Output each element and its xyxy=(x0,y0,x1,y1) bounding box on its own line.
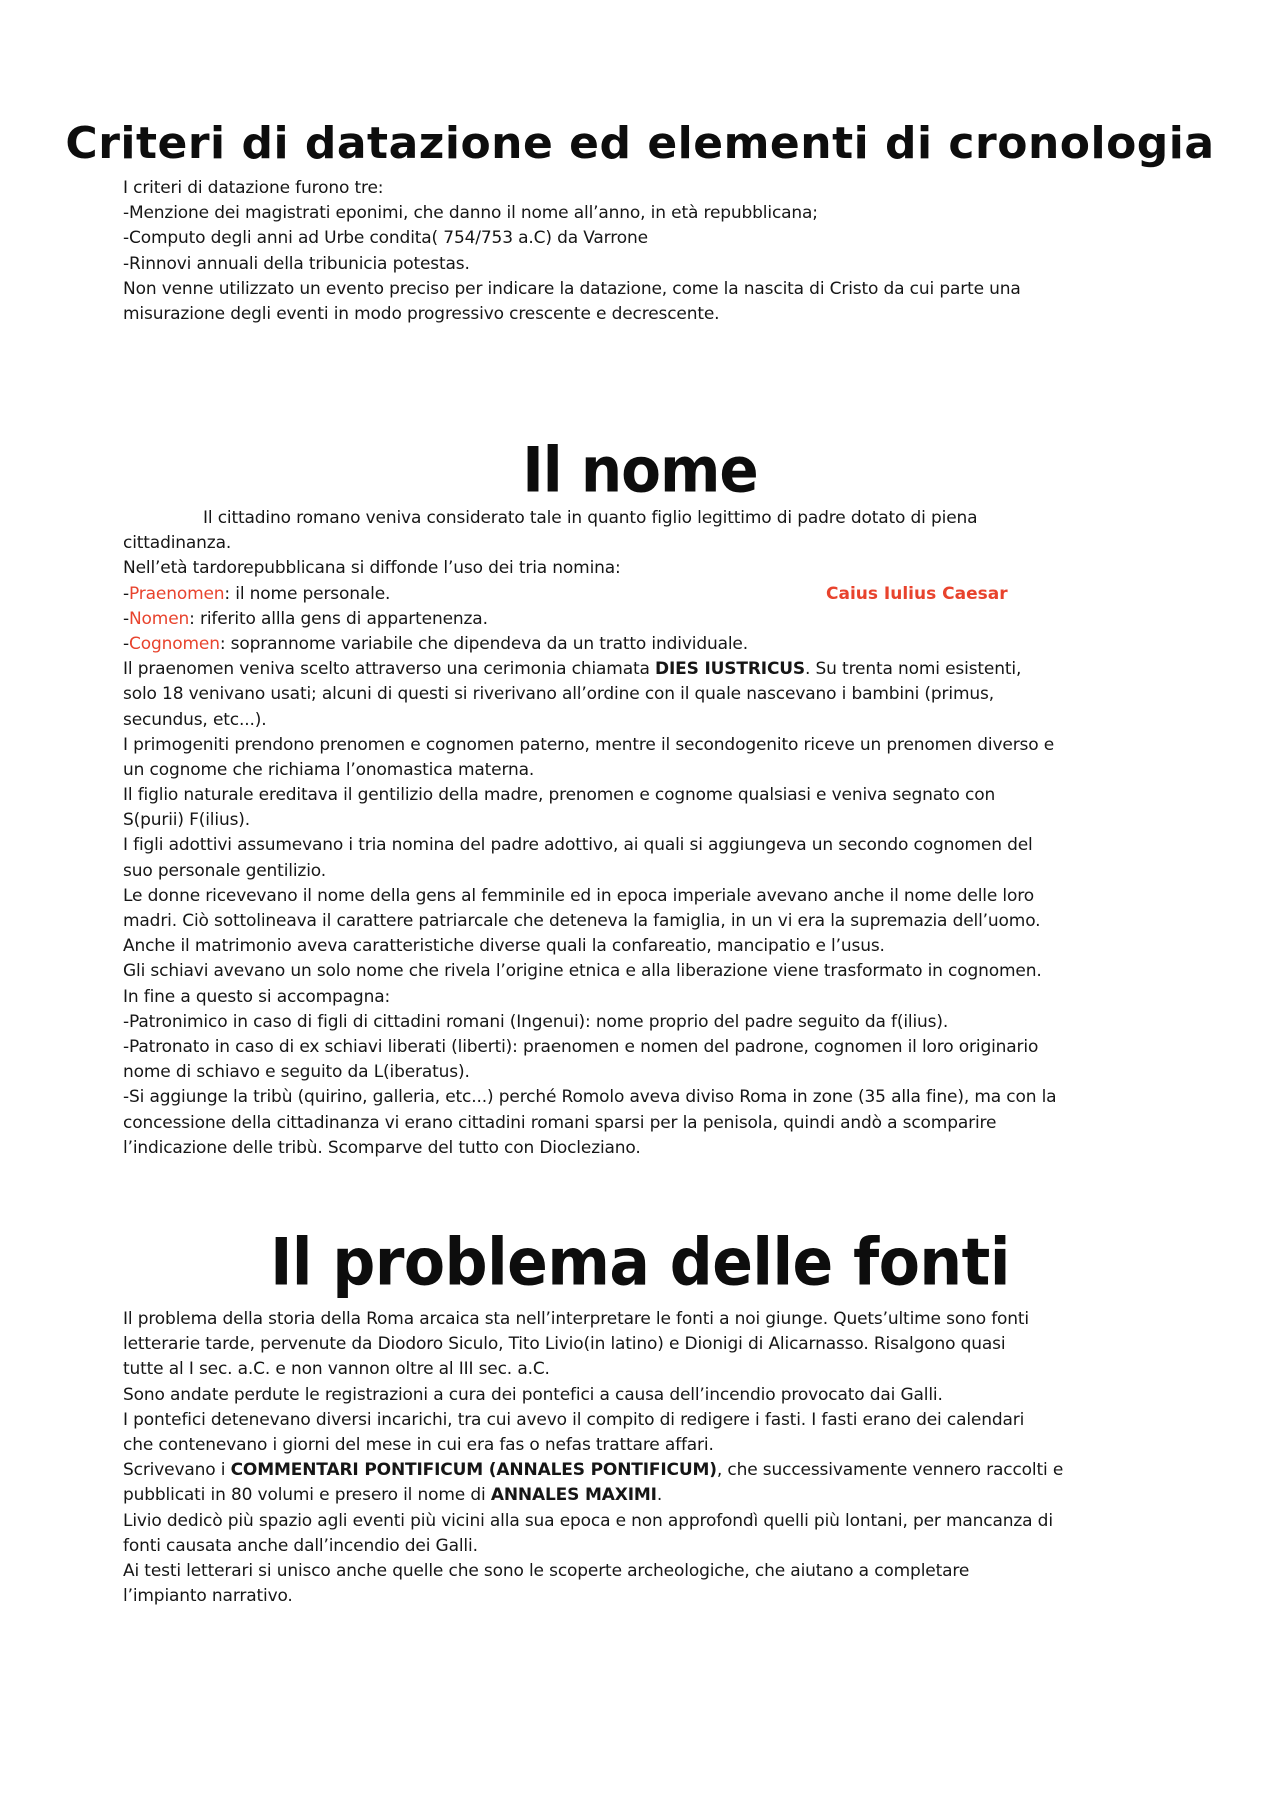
paragraph-line: misurazione degli eventi in modo progressivo crescente e decrescente. xyxy=(123,303,720,324)
cognomen-definition: : soprannome variabile che dipendeva da un tratto individuale. xyxy=(219,633,748,654)
commentari-line xyxy=(123,1458,1183,1483)
paragraph-line: Gli schiavi avevano un solo nome che rivela l’origine etnica e alla liberazione viene trasformato in cognomen. xyxy=(123,961,1042,982)
annales-term: ANNALES MAXIMI xyxy=(490,1485,657,1506)
paragraph-line: che contenevano i giorni del mese in cui era fas o nefas trattare affari. xyxy=(123,1434,714,1455)
paragraph-line: tutte al I sec. a.C. e non vannon oltre al III sec. a.C. xyxy=(123,1359,550,1380)
paragraph-line: -Computo degli anni ad Urbe condita( 754/753 a.C) da Varrone xyxy=(123,228,648,249)
annales-line xyxy=(123,1483,1183,1508)
praenomen-line: -Praenomen: il nome personale. xyxy=(123,583,391,604)
paragraph-line: I figli adottivi assumevano i tria nomina del padre adottivo, ai quali si aggiungeva un secondo cognomen del xyxy=(123,835,1033,856)
annales-text-pre: pubblicati in 80 volumi e presero il nome di xyxy=(123,1485,491,1506)
section-body-nome xyxy=(123,506,1183,1161)
dies-text-pre: Il praenomen veniva scelto attraverso una cerimonia chiamata xyxy=(123,659,655,680)
section-body-fonti xyxy=(123,1307,1183,1609)
paragraph-line: Il cittadino romano veniva considerato tale in quanto figlio legittimo di padre dotato di piena xyxy=(203,508,978,528)
section-body-datazione xyxy=(123,176,1183,327)
paragraph-line: I primogeniti prendono prenomen e cognomen paterno, mentre il secondogenito riceve un prenomen diverso e xyxy=(123,734,1055,755)
paragraph-line: madri. Ciò sottolineava il carattere patriarcale che deteneva la famiglia, in un vi era la supremazia dell’uomo. xyxy=(123,911,1041,931)
praenomen-term: Praenomen xyxy=(128,583,225,604)
paragraph-line: Ai testi letterari si unisco anche quelle che sono le scoperte archeologiche, che aiutano a completare xyxy=(123,1560,970,1581)
paragraph-line: Il problema della storia della Roma arcaica sta nell’interpretare le fonti a noi giunge. Quets’ultime sono fonti xyxy=(123,1309,1029,1329)
paragraph-line: concessione della cittadinanza vi erano cittadini romani sparsi per la penisola, quindi andò a scomparire xyxy=(123,1112,997,1133)
paragraph-line: -Si aggiunge la tribù (quirino, galleria, etc...) perché Romolo aveva diviso Roma in zone (35 alla fine), ma con la xyxy=(123,1087,1057,1108)
paragraph-line: solo 18 venivano usati; alcuni di questi si riverivano all’ordine con il quale nascevano i bambini (primus, xyxy=(123,684,994,705)
dies-term: DIES IUSTRICUS xyxy=(655,659,806,680)
paragraph-line: un cognome che richiama l’onomastica materna. xyxy=(123,759,535,780)
cognomen-term: Cognomen xyxy=(128,633,220,654)
paragraph-line: Sono andate perdute le registrazioni a cura dei pontefici a causa dell’incendio provocato dai Galli. xyxy=(123,1384,943,1405)
paragraph-line: -Rinnovi annuali della tribunicia potestas. xyxy=(123,253,470,274)
paragraph-line: Le donne ricevevano il nome della gens al femminile ed in epoca imperiale avevano anche il nome delle loro xyxy=(123,885,1034,906)
paragraph-line: nome di schiavo e seguito da L(iberatus). xyxy=(123,1062,470,1083)
dies-line xyxy=(123,657,1183,682)
paragraph-line: -Menzione dei magistrati eponimi, che danno il nome all’anno, in età repubblicana; xyxy=(123,203,818,224)
commentari-text-pre: Scrivevano i xyxy=(123,1460,231,1481)
paragraph-line: -Patronimico in caso di figli di cittadini romani (Ingenui): nome proprio del padre seguito da f(ilius). xyxy=(123,1011,949,1032)
commentari-text-post: , che successivamente vennero raccolti e xyxy=(716,1460,1064,1481)
paragraph-line: cittadinanza. xyxy=(123,533,232,554)
paragraph-line: Anche il matrimonio aveva caratteristiche diverse quali la confareatio, mancipatio e l’usus. xyxy=(123,936,885,957)
paragraph-line: -Patronato in caso di ex schiavi liberati (liberti): praenomen e nomen del padrone, cognomen il loro originario xyxy=(123,1036,1039,1057)
example-name: Caius Iulius Caesar xyxy=(826,584,1008,604)
paragraph-line: fonti causata anche dall’incendio dei Galli. xyxy=(123,1535,478,1556)
annales-text-post: . xyxy=(656,1485,663,1506)
paragraph-line: l’impianto narrativo. xyxy=(123,1586,293,1607)
paragraph-line: secundus, etc...). xyxy=(123,709,267,730)
paragraph-line: Non venne utilizzato un evento preciso per indicare la datazione, come la nascita di Cristo da cui parte una xyxy=(123,278,1021,299)
cognomen-line: -Cognomen: soprannome variabile che dipendeva da un tratto individuale. xyxy=(123,633,748,654)
paragraph-line: I pontefici detenevano diversi incarichi, tra cui avevo il compito di redigere i fasti. I fasti erano dei calendari xyxy=(123,1409,1025,1430)
paragraph-line: Nell’età tardorepubblicana si diffonde l’uso dei tria nomina: xyxy=(123,558,621,579)
section-title-nome: Il nome xyxy=(522,433,758,507)
praenomen-definition: : il nome personale. xyxy=(224,583,391,604)
nomen-term: Nomen xyxy=(128,608,190,629)
dies-text-post: . Su trenta nomi esistenti, xyxy=(805,659,1022,680)
nomen-line: -Nomen: riferito allla gens di appartenenza. xyxy=(123,608,488,629)
paragraph-line: suo personale gentilizio. xyxy=(123,860,326,881)
section-title-fonti: Il problema delle fonti xyxy=(270,1225,1010,1301)
paragraph-line: Livio dedicò più spazio agli eventi più vicini alla sua epoca e non approfondì quelli più lontani, per mancanza di xyxy=(123,1510,1053,1531)
nomen-definition: : riferito allla gens di appartenenza. xyxy=(189,608,488,629)
paragraph-line: Il figlio naturale ereditava il gentilizio della madre, prenomen e cognome qualsiasi e veniva segnato con xyxy=(123,785,996,806)
paragraph-line: I criteri di datazione furono tre: xyxy=(123,178,384,198)
paragraph-line: S(purii) F(ilius). xyxy=(123,810,251,831)
commentari-term: COMMENTARI PONTIFICUM (ANNALES PONTIFICUM) xyxy=(230,1460,717,1481)
paragraph-line: In fine a questo si accompagna: xyxy=(123,986,391,1007)
paragraph-line: l’indicazione delle tribù. Scomparve del tutto con Diocleziano. xyxy=(123,1137,641,1158)
section-title-datazione: Criteri di datazione ed elementi di cronologia xyxy=(65,118,1215,169)
paragraph-line: letterarie tarde, pervenute da Diodoro Siculo, Tito Livio(in latino) e Dionigi di Alicarnasso. Risalgono quasi xyxy=(123,1334,1006,1355)
